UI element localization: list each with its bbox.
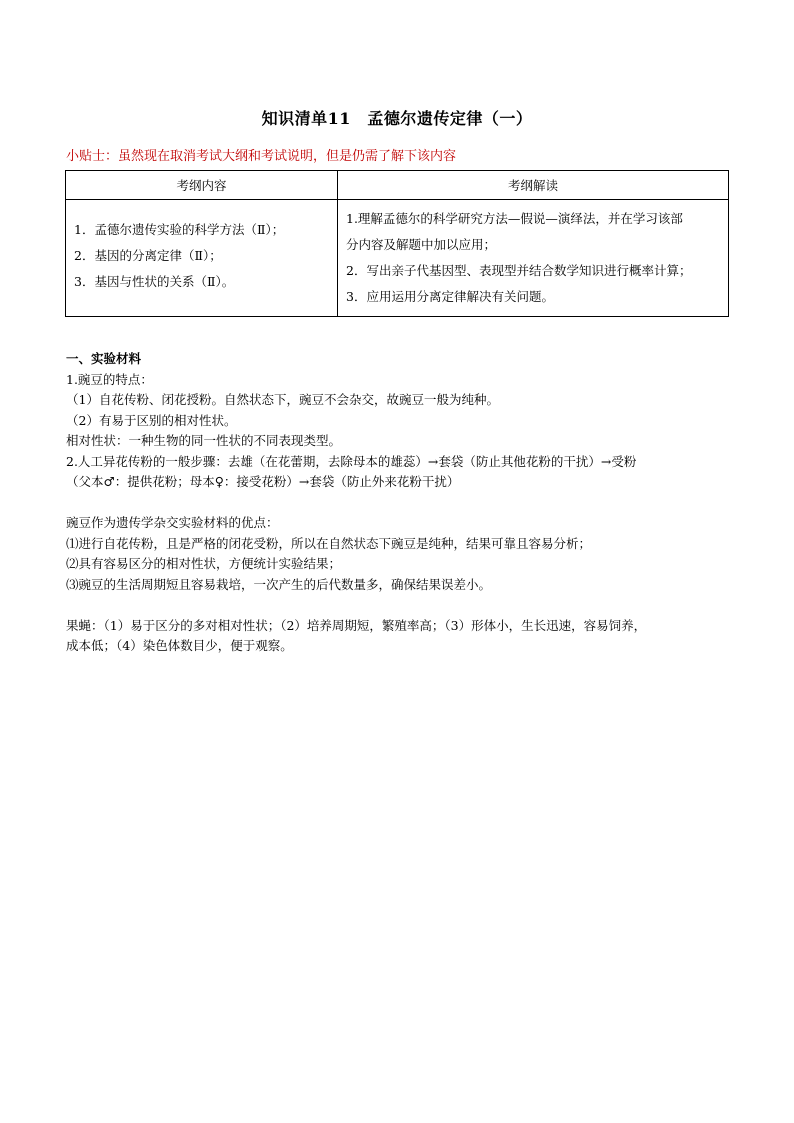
outline-item: 1．孟德尔遗传实验的科学方法（Ⅱ）； [74,222,285,237]
table-header-row [66,171,729,200]
interpretation-line: 2．写出亲子代基因型、表现型并结合数学知识进行概率计算； [346,263,692,278]
advantage-item: ⑴进行自花传粉，且是严格的闭花受粉，所以在自然状态下豌豆是纯种，结果可靠且容易分析； [66,535,592,551]
table-header-interpretation: 考纲解读 [338,171,729,200]
advantages-title: 豌豆作为遗传学杂交实验材料的优点： [66,515,279,530]
section-heading: 一、实验材料 [66,351,142,366]
advantage-item: ⑵具有容易区分的相对性状，方便统计实验结果； [66,556,342,571]
body-line: 1.豌豆的特点： [66,371,153,387]
fruitfly-line: 果蝇：（1）易于区分的多对相对性状；（2）培养周期短，繁殖率高；（3）形体小，生长迅速，容易饲养， [66,617,647,633]
interpretation-line: 3．应用运用分离定律解决有关问题。 [346,289,554,304]
body-line: 2.人工异花传粉的一般步骤：去雄（在花蕾期，去除母本的雄蕊）→套袋（防止其他花粉的干扰）→受粉 [66,453,637,469]
body-line: （1）自花传粉、闭花授粉。自然状态下，豌豆不会杂交，故豌豆一般为纯种。 [66,392,499,407]
interpretation-line: 分内容及解题中加以应用； [346,237,497,252]
body-line: （2）有易于区别的相对性状。 [66,412,237,428]
outline-item: 2．基因的分离定律（Ⅱ）； [74,248,222,263]
interpretation-line: 1.理解孟德尔的科学研究方法—假说—演绎法，并在学习该部 [346,211,683,226]
fruitfly-line: 成本低；（4）染色体数目少，便于观察。 [66,638,293,653]
body-line: 相对性状：一种生物的同一性状的不同表现类型。 [66,433,342,448]
table-row [66,200,729,317]
advantage-item: ⑶豌豆的生活周期短且容易栽培，一次产生的后代数量多，确保结果误差小。 [66,576,492,592]
outline-item: 3．基因与性状的关系（Ⅱ）。 [74,274,235,289]
tip-note: 小贴士：虽然现在取消考试大纲和考试说明，但是仍需了解下该内容 [66,149,457,164]
outline-content-cell [66,200,338,317]
outline-table [65,170,729,317]
page-title: 知识清单11 孟德尔遗传定律（一） [261,109,533,128]
table-header-content: 考纲内容 [66,171,338,200]
body-line: （父本♂：提供花粉；母本♀：接受花粉）→套袋（防止外来花粉干扰） [66,474,460,489]
section-experiment-materials [66,349,730,657]
outline-interpretation-cell [338,200,729,317]
